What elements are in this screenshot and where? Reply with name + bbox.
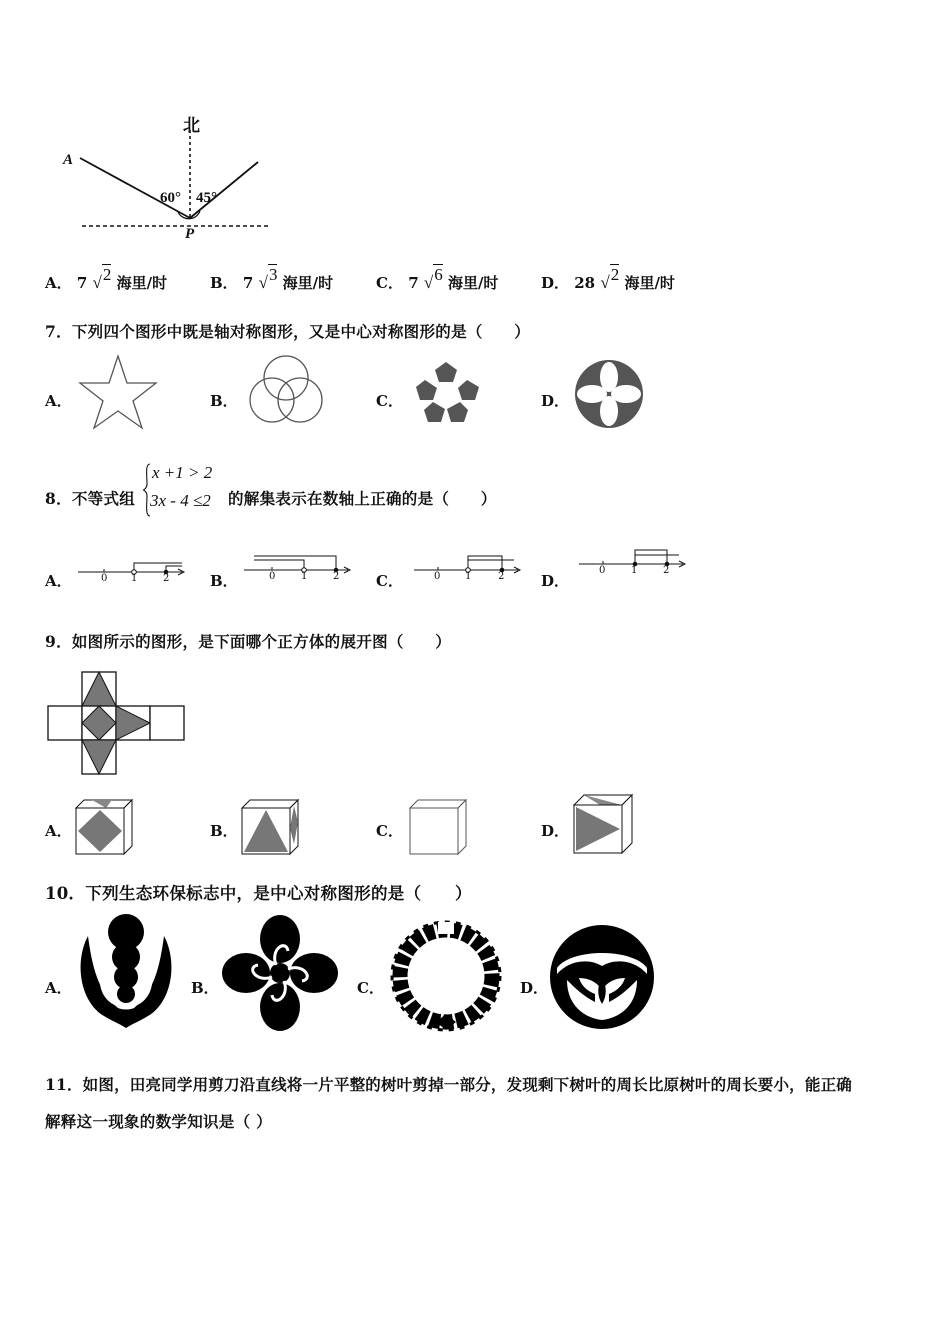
- point-a-label: A: [63, 152, 74, 168]
- q9-option-b[interactable]: B．: [210, 822, 238, 840]
- ray-pa: [80, 158, 190, 218]
- radical-sign: √: [423, 273, 434, 292]
- option-unit: 海里/时: [447, 274, 499, 292]
- point-p-label: P: [185, 226, 195, 242]
- q6-diagram-svg: [0, 0, 950, 260]
- option-radicand: 3: [268, 265, 278, 284]
- q8-option-a[interactable]: A．: [45, 572, 72, 590]
- q8-option-d[interactable]: D．: [541, 572, 570, 590]
- q7-option-a[interactable]: A．: [45, 392, 72, 410]
- q10-option-c[interactable]: C．: [357, 979, 384, 997]
- eco-logo-d: [549, 922, 655, 1032]
- radical-sign: √: [258, 273, 268, 292]
- q10-option-a[interactable]: A．: [45, 979, 72, 997]
- option-coef: 28: [574, 274, 596, 292]
- tick-label: 2: [163, 573, 170, 584]
- q7-option-d[interactable]: D．: [541, 392, 570, 410]
- inequality-line-2: 3x - 4 ≤2: [150, 491, 211, 510]
- tick-label: 1: [465, 571, 472, 582]
- q11-stem-line-1: 11．如图，田亮同学用剪刀沿直线将一片平整的树叶剪掉一部分，发现剩下树叶的周长比原树叶的周长要小，能正确: [45, 1075, 852, 1094]
- cube-b: [238, 798, 302, 858]
- q10-option-b[interactable]: B．: [191, 979, 219, 997]
- cube-a: [72, 798, 136, 858]
- option-radicand: 6: [434, 265, 443, 284]
- q8-option-c[interactable]: C．: [376, 572, 403, 590]
- tick-label: 2: [498, 571, 505, 582]
- radical-sign: √: [92, 273, 102, 292]
- q10-stem: 10．下列生态环保标志中，是中心对称图形的是（ ）: [45, 884, 472, 903]
- option-unit: 海里/时: [116, 274, 168, 292]
- tick-label: 0: [269, 571, 276, 582]
- q6-option-a[interactable]: [45, 265, 168, 293]
- tick-label: 0: [434, 571, 441, 582]
- q11-stem-line-2: 解释这一现象的数学知识是（ ）: [45, 1112, 272, 1131]
- tick-label: 1: [631, 565, 638, 576]
- option-radicand: 2: [102, 265, 112, 284]
- inequality-line-1: x +1 > 2: [152, 463, 213, 482]
- tick-label: 0: [599, 565, 606, 576]
- cube-c: [406, 798, 470, 858]
- option-letter: D．: [541, 274, 570, 292]
- three-circles-figure: [240, 352, 332, 430]
- q9-option-d[interactable]: D．: [541, 822, 570, 840]
- q7-option-c[interactable]: C．: [376, 392, 403, 410]
- q8-stem-suffix: 的解集表示在数轴上正确的是（ ）: [228, 489, 497, 508]
- tick-label: 0: [101, 573, 108, 584]
- radical-sign: √: [600, 273, 610, 292]
- q10-option-d[interactable]: D．: [520, 979, 549, 997]
- q9-option-a[interactable]: A．: [45, 822, 72, 840]
- four-petal-circle-figure: [572, 357, 646, 431]
- option-unit: 海里/时: [282, 274, 334, 292]
- option-coef: 7: [242, 274, 254, 292]
- option-unit: 海里/时: [624, 274, 675, 292]
- q9-stem: 9．如图所示的图形，是下面哪个正方体的展开图（ ）: [45, 632, 452, 651]
- eco-logo-a: [74, 912, 178, 1034]
- tick-label: 1: [131, 573, 138, 584]
- q6-option-b[interactable]: [210, 265, 334, 293]
- angle-60-label: 60°: [160, 190, 181, 206]
- cube-d: [570, 793, 636, 855]
- option-letter: B．: [210, 274, 238, 292]
- q9-option-c[interactable]: C．: [376, 822, 403, 840]
- pentagons-figure: [409, 360, 483, 430]
- tick-label: 1: [301, 571, 308, 582]
- option-letter: A．: [45, 274, 72, 292]
- option-radicand: 2: [610, 265, 620, 284]
- q6-option-c[interactable]: [376, 265, 499, 293]
- option-coef: 7: [76, 274, 88, 292]
- north-label: 北: [183, 116, 200, 136]
- eco-logo-b: [218, 912, 342, 1034]
- tick-label: 2: [663, 565, 670, 576]
- q8-option-b[interactable]: B．: [210, 572, 238, 590]
- star-figure: [76, 353, 160, 431]
- eco-logo-c: [388, 918, 504, 1034]
- cube-net-figure: [46, 670, 186, 776]
- q7-option-b[interactable]: B．: [210, 392, 238, 410]
- q7-stem: 7．下列四个图形中既是轴对称图形，又是中心对称图形的是（ ）: [45, 322, 531, 341]
- q6-option-d[interactable]: [541, 265, 675, 293]
- tick-label: 2: [333, 571, 340, 582]
- angle-45-label: 45°: [196, 190, 217, 206]
- option-letter: C．: [376, 274, 403, 292]
- q8-stem-prefix: 8．不等式组: [45, 489, 136, 508]
- option-coef: 7: [408, 274, 419, 292]
